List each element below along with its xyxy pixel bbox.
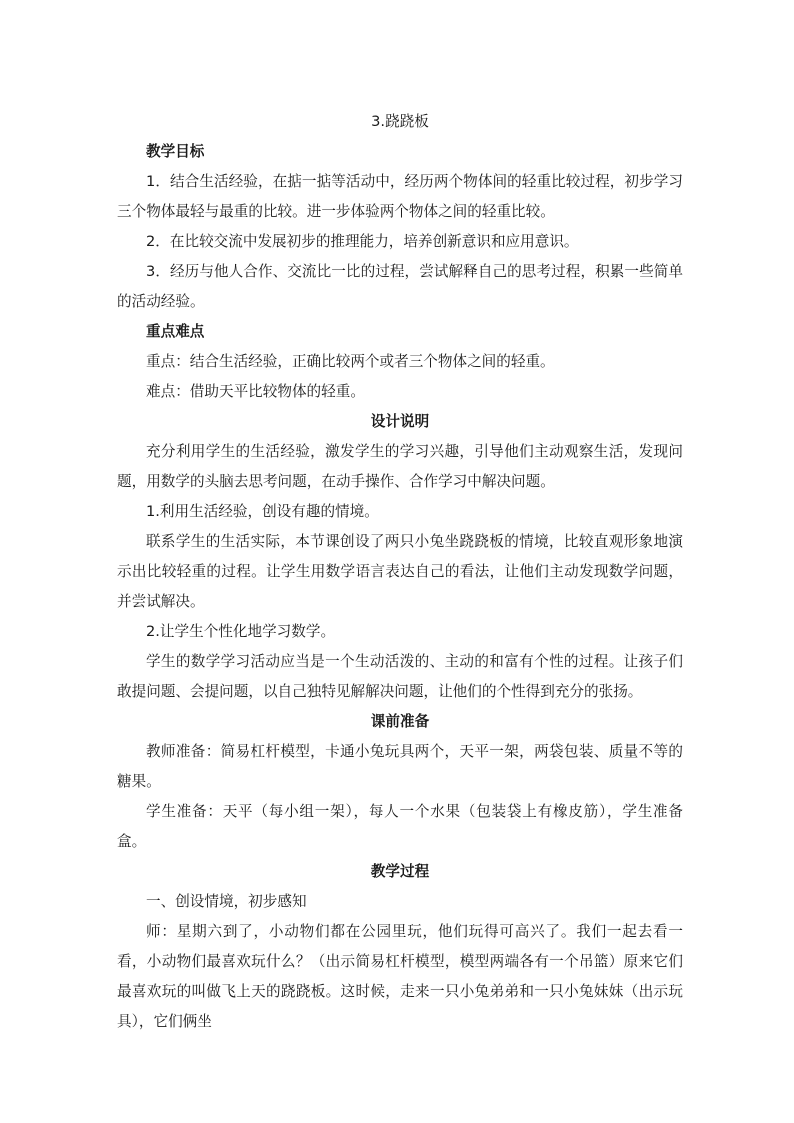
difficulty-paragraph: 难点：借助天平比较物体的轻重。 [146,383,365,400]
process-step-title: 一、创设情境，初步感知 [146,893,307,910]
goals-heading: 教学目标 [146,143,205,160]
process-heading: 教学过程 [370,863,430,880]
design-paragraph-5: 学生的数学学习活动应当是一个生动活泼的、主动的和富有个性的过程。让孩子们敢提问题、会提问题，以自己独特见解解决问题，让他们的个性得到充分的张扬。 [117,653,683,700]
preparation-heading: 课前准备 [370,713,430,730]
design-paragraph-2: 1.利用生活经验，创设有趣的情境。 [146,503,379,520]
design-paragraph-4: 2.让学生个性化地学习数学。 [146,623,336,640]
key-points-heading: 重点难点 [146,323,205,340]
document-title: 3.跷跷板 [371,113,429,130]
design-paragraph-3: 联系学生的生活实际，本节课创设了两只小兔坐跷跷板的情境，比较直观形象地演示出比较轻重的过程。让学生用数学语言表达自己的看法，让他们主动发现数学问题，并尝试解决。 [117,533,683,610]
key-point-paragraph: 重点：结合生活经验，正确比较两个或者三个物体之间的轻重。 [146,353,555,370]
process-paragraph: 师：星期六到了，小动物们都在公园里玩，他们玩得可高兴了。我们一起去看一看，小动物们最喜欢玩什么？（出示简易杠杆模型，模型两端各有一个吊篮）原来它们最喜欢玩的叫做飞上天的跷跷板。这时候，走来一只小兔弟弟和一只小兔妹妹（出示玩具），它们俩坐 [117,923,683,1030]
design-heading: 设计说明 [370,413,430,430]
document-page [117,100,683,1037]
design-paragraph-1: 充分利用学生的生活经验，激发学生的学习兴趣，引导他们主动观察生活，发现问题，用数学的头脑去思考问题，在动手操作、合作学习中解决问题。 [117,443,683,490]
goal-paragraph-3: 3．经历与他人合作、交流比一比的过程，尝试解释自己的思考过程，积累一些简单的活动经验。 [117,263,683,310]
goal-paragraph-1: 1．结合生活经验，在掂一掂等活动中，经历两个物体间的轻重比较过程，初步学习三个物体最轻与最重的比较。进一步体验两个物体之间的轻重比较。 [117,173,683,220]
teacher-preparation: 教师准备：简易杠杆模型，卡通小兔玩具两个，天平一架，两袋包装、质量不等的糖果。 [117,743,683,790]
student-preparation: 学生准备：天平（每小组一架），每人一个水果（包装袋上有橡皮筋），学生准备盒。 [117,803,683,850]
goal-paragraph-2: 2．在比较交流中发展初步的推理能力，培养创新意识和应用意识。 [146,233,579,250]
